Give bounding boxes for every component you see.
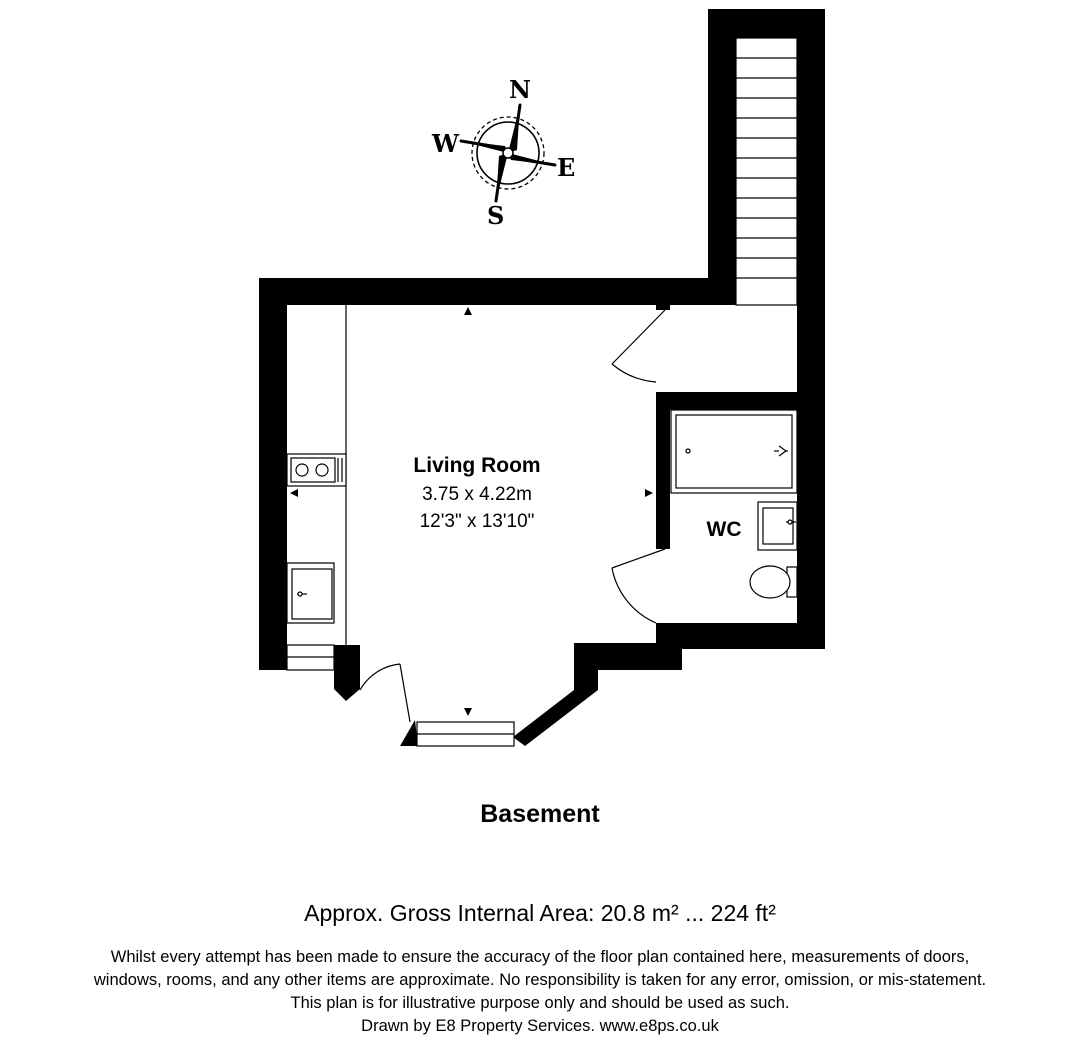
door-wc xyxy=(612,549,665,568)
door-entrance xyxy=(400,664,410,722)
arrow-bottom-icon xyxy=(464,708,472,716)
door-stairs xyxy=(612,310,665,364)
living-room-imperial: 12'3" x 13'10" xyxy=(419,511,535,532)
wall-wc-left xyxy=(656,392,670,549)
area-text: Approx. Gross Internal Area: 20.8 m² ... 224 ft² xyxy=(304,900,776,926)
wall-outer-right xyxy=(797,9,825,649)
wc-name: WC xyxy=(706,518,742,541)
wall-pillar xyxy=(334,645,360,701)
wall-left xyxy=(259,278,287,670)
compass-south-label: S xyxy=(487,201,505,230)
wall-bottom-bay xyxy=(513,643,682,746)
disclaimer-line: This plan is for illustrative purpose only and should be used as such. xyxy=(290,994,790,1012)
living-room-name: Living Room xyxy=(413,454,541,477)
disclaimer xyxy=(0,946,1080,1038)
wc-basin-icon xyxy=(758,502,797,550)
disclaimer-line: Drawn by E8 Property Services. www.e8ps.co.uk xyxy=(361,1017,719,1035)
disclaimer-line: windows, rooms, and any other items are approximate. No responsibility is taken for any error, omission, or mis-statement. xyxy=(93,971,987,989)
living-room-metric: 3.75 x 4.22m xyxy=(422,484,532,505)
living-room-label xyxy=(413,454,540,532)
staircase xyxy=(736,38,797,305)
arrow-left-icon xyxy=(290,489,298,497)
arrow-right-icon xyxy=(645,489,653,497)
compass-rose xyxy=(431,75,575,230)
toilet-icon xyxy=(750,566,797,598)
floor-label: Basement xyxy=(480,800,600,828)
hob-icon xyxy=(287,454,346,486)
wall-stair-left xyxy=(708,9,736,305)
kitchen-window xyxy=(287,645,334,670)
wall-wc-top xyxy=(656,392,825,410)
bathtub-icon xyxy=(671,410,797,493)
compass-east-label: E xyxy=(557,153,576,182)
arrow-top-icon xyxy=(464,307,472,315)
compass-north-label: N xyxy=(509,75,531,104)
bay-window xyxy=(417,722,514,746)
disclaimer-line: Whilst every attempt has been made to ensure the accuracy of the floor plan contained here, measurements of doors, xyxy=(110,948,970,966)
kitchen-sink-icon xyxy=(287,563,334,623)
compass-west-label: W xyxy=(432,129,459,158)
